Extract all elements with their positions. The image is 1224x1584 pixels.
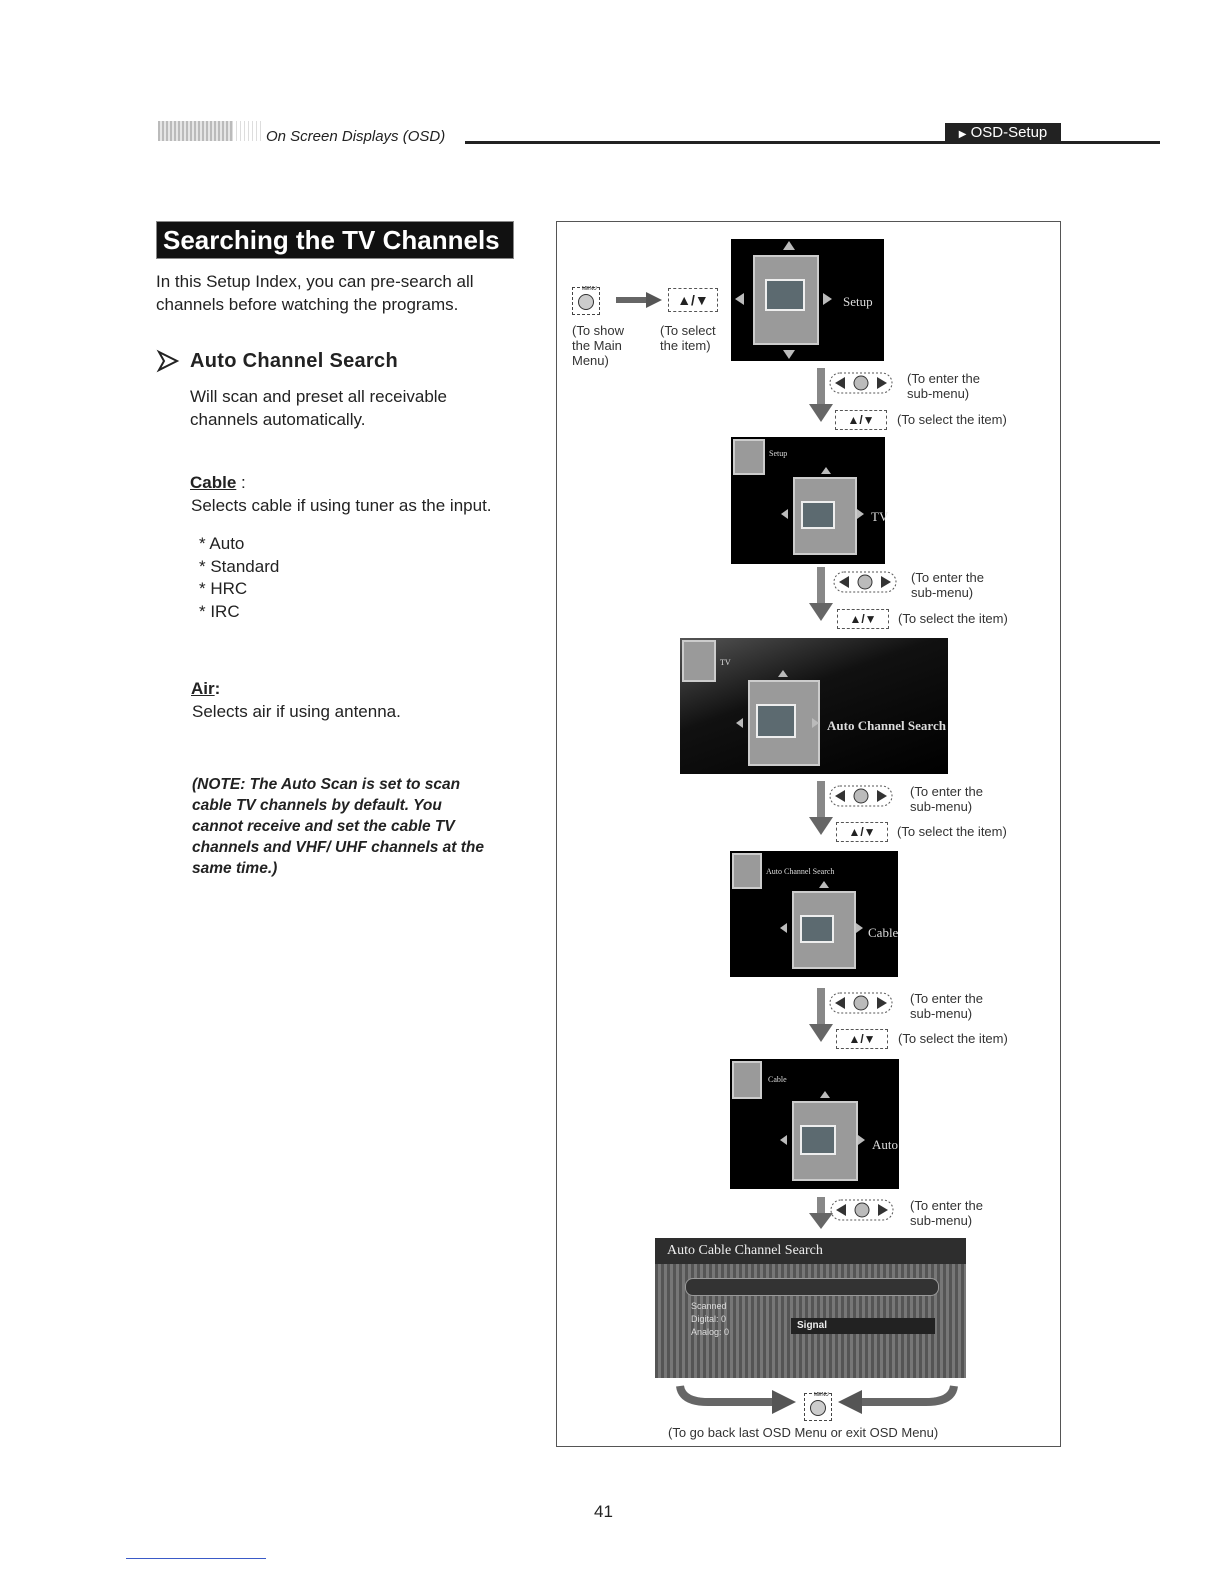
screen-label: Setup	[843, 294, 873, 309]
back-exit-caption: (To go back last OSD Menu or exit OSD Menu)	[668, 1425, 939, 1440]
section-heading: Auto Channel Search	[190, 350, 398, 372]
section-arrow-icon	[157, 350, 179, 372]
up-down-key-icon: ▲/▼	[837, 609, 889, 629]
down-arrow	[817, 368, 825, 406]
down-arrow	[817, 781, 825, 819]
cable-description: Selects cable if using tuner as the input.	[191, 496, 492, 515]
page-number: 41	[594, 1502, 613, 1521]
left-enter-right-key-icon	[829, 372, 893, 394]
screen-label: Auto	[872, 1137, 898, 1152]
scan-stat: Scanned	[691, 1301, 727, 1311]
scan-stats	[691, 1300, 729, 1339]
menu-key-label: MENU	[814, 1392, 829, 1398]
air-label: Air	[191, 679, 215, 698]
note-line: cable TV channels by default. You	[192, 797, 442, 814]
note-block	[192, 774, 484, 879]
right-curved-arrow-icon	[836, 1384, 956, 1420]
note-line: (NOTE: The Auto Scan is set to scan	[192, 776, 461, 793]
note-line: channels and VHF/ UHF channels at the	[192, 839, 484, 856]
down-arrow-head	[809, 404, 833, 422]
show-main-caption	[572, 323, 624, 368]
enter-caption	[910, 784, 983, 814]
select-caption	[660, 323, 716, 353]
caption-line: the Main	[572, 338, 622, 353]
caption-line: (To enter the	[910, 784, 983, 799]
note-line: same time.)	[192, 860, 278, 877]
caption-line: (To enter the	[910, 991, 983, 1006]
caption-line: the item)	[660, 338, 711, 353]
scan-progress-bar	[685, 1278, 939, 1296]
caption-line: (To show	[572, 323, 625, 338]
note-line: cannot receive and set the cable TV	[192, 818, 455, 835]
desc-line: channels automatically.	[190, 410, 366, 429]
left-enter-right-key-icon	[833, 571, 897, 593]
enter-caption	[910, 1198, 983, 1228]
left-enter-right-key-icon	[830, 1199, 894, 1221]
enter-caption	[911, 570, 984, 600]
cable-colon: :	[241, 473, 246, 492]
caption-line: Menu)	[572, 353, 609, 368]
final-screen-title: Auto Cable Channel Search	[667, 1243, 823, 1258]
intro-line: channels before watching the programs.	[156, 295, 459, 314]
menu-button-icon	[572, 287, 600, 315]
screen-top-label: TV	[720, 658, 731, 667]
caption-line: (To enter the	[907, 371, 980, 386]
intro-text	[156, 270, 474, 316]
select-item-caption: (To select the item)	[898, 1031, 1008, 1046]
caption-line: sub-menu)	[910, 1006, 973, 1021]
cable-options	[199, 533, 279, 623]
air-description: Selects air if using antenna.	[192, 702, 401, 721]
osd-screen-auto	[730, 1059, 899, 1189]
page-title: Searching the TV Channels	[156, 221, 514, 259]
menu-button-icon	[804, 1393, 832, 1421]
select-item-caption: (To select the item)	[897, 824, 1007, 839]
down-arrow-head	[809, 1024, 833, 1042]
left-curved-arrow-icon	[678, 1384, 798, 1420]
header-decoration	[158, 121, 232, 141]
down-arrow-head	[809, 817, 833, 835]
up-down-key-icon: ▲/▼	[836, 1029, 888, 1049]
osd-screen-auto-channel-search	[680, 638, 948, 774]
osd-screen-cable	[730, 851, 898, 977]
caption-line: (To select	[660, 323, 716, 338]
air-colon: :	[214, 679, 221, 698]
left-enter-right-key-icon	[829, 992, 893, 1014]
header-decoration-fade	[232, 121, 262, 141]
caption-line: (To enter the	[910, 1198, 983, 1213]
select-item-caption: (To select the item)	[898, 611, 1008, 626]
scan-stat: Digital: 0	[691, 1314, 727, 1324]
badge-arrow-icon: ▶	[958, 129, 967, 140]
cable-option: * HRC	[199, 579, 248, 598]
caption-line: sub-menu)	[911, 585, 974, 600]
desc-line: Will scan and preset all receivable	[190, 387, 448, 406]
flow-arrow-icon	[616, 292, 662, 308]
caption-line: sub-menu)	[907, 386, 970, 401]
down-arrow	[817, 567, 825, 605]
cable-option: * Standard	[199, 556, 280, 576]
down-arrow	[817, 988, 825, 1026]
menu-key-label: MENU	[582, 286, 597, 292]
screen-label: Cable	[868, 925, 899, 940]
screen-label: TV	[871, 509, 889, 524]
enter-caption	[907, 371, 980, 401]
osd-screen-tv	[731, 437, 889, 564]
cable-label: Cable	[190, 473, 237, 492]
screen-label: Auto Channel Search	[827, 718, 946, 733]
header-badge	[945, 123, 1061, 143]
osd-screen-setup	[731, 239, 884, 361]
screen-top-label: Setup	[769, 449, 788, 458]
cable-option: * IRC	[199, 601, 240, 621]
caption-line: sub-menu)	[910, 1213, 973, 1228]
intro-line: In this Setup Index, you can pre-search all	[156, 272, 474, 291]
cable-option: * Auto	[199, 534, 245, 553]
left-enter-right-key-icon	[829, 785, 893, 807]
section-description	[190, 385, 447, 431]
auto-cable-search-screen	[655, 1238, 966, 1378]
footer-rule	[126, 1558, 266, 1559]
up-down-key-icon: ▲/▼	[668, 288, 718, 312]
select-item-caption: (To select the item)	[897, 412, 1007, 427]
cable-heading	[190, 471, 246, 494]
up-down-key-icon: ▲/▼	[836, 822, 888, 842]
screen-top-label: Cable	[768, 1075, 787, 1084]
caption-line: (To enter the	[911, 570, 984, 585]
up-down-key-icon: ▲/▼	[835, 410, 887, 430]
header-section-title: On Screen Displays (OSD)	[266, 128, 446, 145]
header-badge-label: OSD-Setup	[970, 124, 1048, 141]
enter-caption	[910, 991, 983, 1021]
scan-stat: Analog: 0	[691, 1327, 730, 1337]
air-heading	[191, 677, 220, 700]
signal-label: Signal	[797, 1320, 828, 1331]
down-arrow-head	[809, 603, 833, 621]
signal-meter	[791, 1318, 935, 1334]
caption-line: sub-menu)	[910, 799, 973, 814]
screen-top-label: Auto Channel Search	[766, 867, 835, 876]
